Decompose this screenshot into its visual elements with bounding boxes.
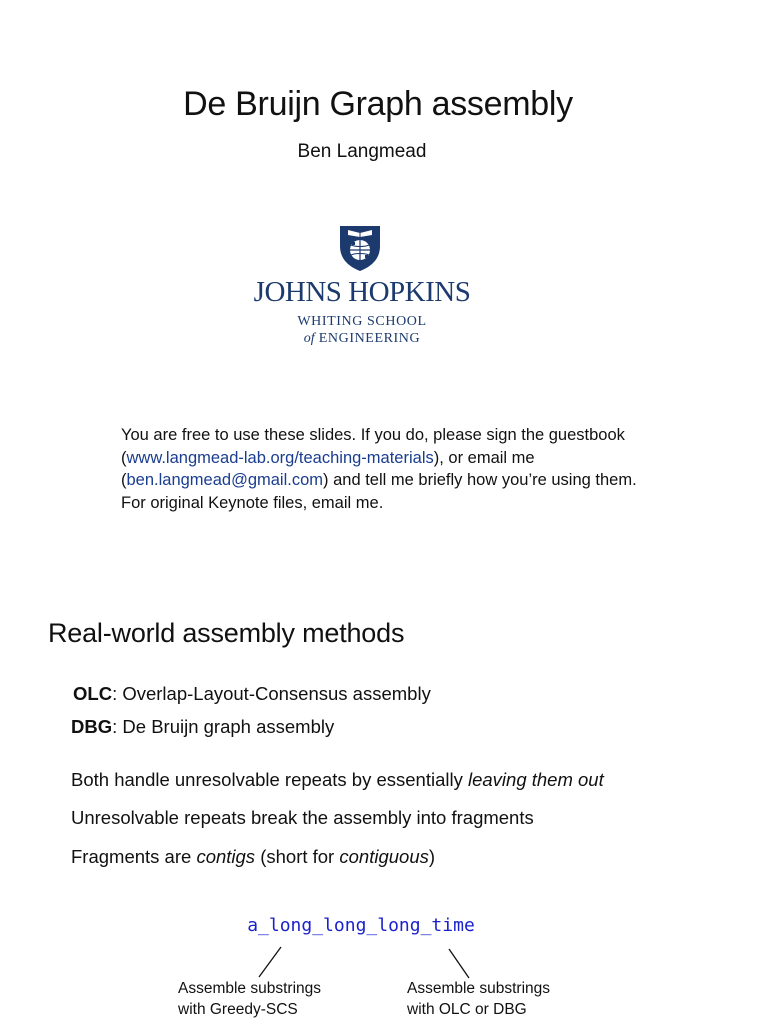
- annotation-line: Assemble substrings: [178, 980, 322, 997]
- email-link[interactable]: ben.langmead@gmail.com: [126, 471, 324, 489]
- point-emphasis: leaving them out: [467, 769, 604, 790]
- notice-text-3: ) and tell me briefly how you’re using them. For original Keynote files, email me.: [121, 471, 637, 512]
- definition-olc: [73, 682, 431, 706]
- point-text: Fragments are: [71, 846, 197, 867]
- definition-text: : De Bruijn graph assembly: [112, 716, 335, 737]
- point-text: ): [428, 846, 436, 867]
- section-title: Real-world assembly methods: [48, 618, 405, 648]
- definition-text: : Overlap-Layout-Consensus assembly: [112, 683, 431, 704]
- point-contigs: [71, 845, 435, 869]
- notice-text-2: ), or email me (: [121, 448, 535, 489]
- author-name: Ben Langmead: [297, 141, 427, 162]
- logo-engineering: [244, 331, 480, 347]
- jhu-logo: [244, 222, 480, 350]
- annotation-line: Assemble substrings: [407, 980, 551, 997]
- right-annotation: [407, 978, 550, 1020]
- logo-engineering-word: ENGINEERING: [314, 331, 421, 346]
- annotation-line: with OLC or DBG: [407, 1001, 527, 1018]
- point-text: Both handle unresolvable repeats by essentially: [71, 769, 468, 790]
- usage-notice: [121, 424, 641, 514]
- definition-dbg: [71, 715, 334, 739]
- point-repeats: [71, 768, 604, 792]
- right-pointer-line: [449, 949, 469, 978]
- annotation-lines: [0, 940, 768, 990]
- slide-title: De Bruijn Graph assembly: [183, 85, 573, 123]
- notice-text-1: You are free to use these slides. If you do, please sign the guestbook (: [121, 426, 625, 467]
- annotation-line: with Greedy-SCS: [178, 1001, 298, 1018]
- point-text: (short for: [255, 846, 340, 867]
- definition-term: DBG: [71, 716, 113, 737]
- guestbook-link[interactable]: www.langmead-lab.org/teaching-materials: [126, 448, 434, 467]
- definition-term: OLC: [73, 683, 113, 704]
- example-string: a_long_long_long_time: [247, 915, 475, 936]
- left-annotation: [178, 978, 321, 1020]
- left-pointer-line: [259, 947, 281, 977]
- logo-of: of: [303, 331, 315, 346]
- logo-name: JOHNS HOPKINS: [253, 276, 471, 308]
- logo-school: WHITING SCHOOL: [297, 314, 427, 329]
- university-shield-icon: [336, 222, 384, 272]
- point-emphasis: contiguous: [339, 846, 429, 867]
- point-fragments: Unresolvable repeats break the assembly into fragments: [71, 807, 534, 828]
- point-emphasis: contigs: [196, 846, 256, 867]
